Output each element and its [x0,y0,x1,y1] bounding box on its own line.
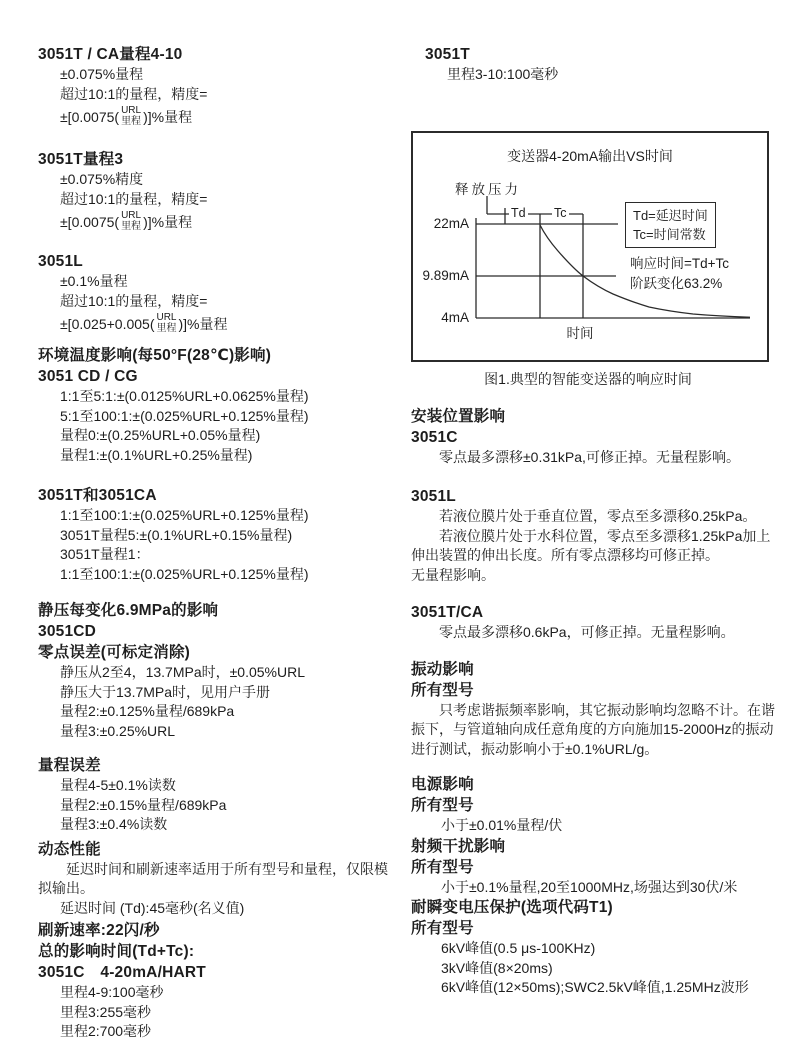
spec-line: 3051T量程1： [60,546,150,562]
spec-line: 里程3:255毫秒 [60,1003,152,1020]
body-paragraph: 若液位膜片处于水科位置，零点至多漂移1.25kPa加上伸出装置的伸出长度。所有零点漂移均可修正掉。 [411,527,771,563]
section-span-error [38,755,400,835]
section-3051t-range3 [38,149,400,235]
formula-prefix: ±[0.0075( [60,109,120,125]
spec-line: 5:1至100:1:±(0.025%URL+0.125%量程) [60,407,309,424]
spec-line: 1:1至5:1:±(0.0125%URL+0.0625%量程) [60,388,309,404]
section-power-supply-effect [411,774,783,836]
section-3051t-response [411,44,783,85]
spec-line: 小于±0.1%量程,20至1000MHz,场强达到30伏/米 [441,878,738,895]
section-heading: 刷新速率:22闪/秒 [38,922,160,939]
formula-suffix: )]%量程 [143,109,193,125]
section-mounting-position [411,406,783,468]
spec-line: 里程3-10:100毫秒 [447,66,559,82]
section-dynamic-performance [38,839,400,919]
spec-line: 量程1:±(0.1%URL+0.25%量程) [60,446,253,463]
section-3051t-ca-range4-10 [38,44,400,130]
formula-line [38,209,400,235]
section-heading: 电源影响 [411,776,474,793]
model-heading: 3051C 4-20mA/HART [38,964,206,981]
spec-line: 延迟时间 (Td):45毫秒(名义值) [60,899,245,916]
spec-line: ±0.075%量程 [60,66,144,82]
spec-line: 量程0:±(0.25%URL+0.05%量程) [60,427,261,443]
section-3051l-accuracy [38,251,400,337]
body-paragraph: 延迟时间和刷新速率适用于所有型号和量程，仅限模拟输出。 [38,860,388,896]
spec-line: 6kV峰值(0.5 μs-100KHz) [441,940,596,956]
section-heading: 3051T和3051CA [38,487,157,504]
section-static-pressure [38,600,400,741]
section-ambient-temperature [38,345,400,465]
formula-prefix: ±[0.0075( [60,214,120,230]
section-heading: 安装位置影响 [411,407,506,425]
fraction-numerator: URL [156,311,177,323]
spec-line: 3051T量程5:±(0.1%URL+0.15%量程) [60,526,293,543]
section-heading: 3051T / CA量程4-10 [38,46,183,63]
spec-line: ±0.075%精度 [60,171,144,187]
sub-heading: 零点误差(可标定消除) [38,644,191,661]
spec-line: 超过10:1的量程，精度= [60,85,208,102]
spec-line: 里程4-9:100毫秒 [60,984,164,1000]
section-3051t-and-3051ca [38,485,400,584]
spec-line: 超过10:1的量程，精度= [60,292,208,309]
release-pressure-label: 释放压力 [455,181,521,197]
sub-heading: 所有型号 [411,681,474,699]
y-tick-4ma: 4mA [441,309,469,325]
step-change-note: 阶跃变化63.2% [630,275,723,291]
y-tick-989ma: 9.89mA [422,267,469,283]
formula-line [38,311,400,337]
fraction-numerator: URL [121,209,142,221]
body-paragraph: 无量程影响。 [411,566,495,583]
legend-line-tc: Tc=时间常数 [633,226,706,242]
section-refresh-rate [38,920,400,1042]
model-heading: 3051C [411,428,458,446]
figure-title: 变送器4-20mA输出VS时间 [507,147,673,164]
section-heading: 量程误差 [38,757,101,774]
sub-heading: 所有型号 [411,797,474,814]
spec-line: ±0.1%量程 [60,273,128,289]
fraction [121,106,141,127]
section-heading: 静压每变化6.9MPa的影响 [38,602,219,619]
body-paragraph: 零点最多漂移±0.31kPa,可修正掉。无量程影响。 [439,448,740,465]
spec-line: 6kV峰值(12×50ms);SWC2.5kV峰值,1.25MHz波形 [441,979,749,995]
section-rfi-effect [411,836,783,898]
spec-line: 1:1至100:1:±(0.025%URL+0.125%量程) [60,565,309,582]
section-heading: 振动影响 [411,660,474,678]
fraction-denominator: 里程 [156,322,177,334]
y-tick-22ma: 22mA [433,215,469,231]
body-paragraph: 只考虑谐振频率影响，其它振动影响均忽略不计。在谐振下，与管道轴向成任意角度的方向施加15-2000Hz的振动进行测试，振动影响小于±0.1%URL/g。 [411,701,775,757]
section-heading: 3051T/CA [411,604,484,621]
fraction-denominator: 里程 [121,220,142,232]
sub-heading: 所有型号 [411,920,474,937]
section-3051l-mounting [411,486,783,585]
section-heading: 3051T量程3 [38,151,124,168]
model-heading: 3051 CD / CG [38,368,138,385]
figure-legend [625,202,716,248]
formula-suffix: )]%量程 [143,214,193,230]
section-3051t-ca-mounting [411,602,783,643]
spec-line: 量程3:±0.4%读数 [60,816,168,832]
spec-line: 静压从2至4，13.7MPa时，±0.05%URL [60,664,305,680]
section-heading: 3051L [38,253,83,270]
section-heading: 耐瞬变电压保护(选项代码T1) [411,899,613,916]
section-heading: 动态性能 [38,840,101,858]
response-time-figure [411,131,769,362]
spec-line: 量程3:±0.25%URL [60,722,176,739]
section-heading: 3051T [425,46,470,63]
section-transient-protection [411,897,783,998]
formula-suffix: )]%量程 [178,316,228,332]
fraction [121,211,141,232]
spec-line: 量程2:±0.125%量程/689kPa [60,703,235,719]
spec-line: 量程4-5±0.1%读数 [60,777,176,793]
response-time-note: 响应时间=Td+Tc [630,255,730,271]
model-heading: 3051CD [38,623,97,640]
spec-line: 量程2:±0.15%量程/689kPa [60,796,227,813]
left-column [38,44,400,1042]
formula-prefix: ±[0.025+0.005( [60,316,155,332]
section-heading: 3051L [411,488,456,505]
body-paragraph: 零点最多漂移0.6kPa，可修正掉。无量程影响。 [439,624,735,640]
tc-label: Tc [554,205,567,220]
x-axis-label: 时间 [566,325,594,341]
legend-line-td: Td=延迟时间 [633,207,708,223]
section-heading: 射频干扰影响 [411,837,506,855]
formula-line [38,104,400,130]
section-heading: 总的影响时间(Td+Tc): [38,943,195,960]
spec-line: 1:1至100:1:±(0.025%URL+0.125%量程) [60,507,309,523]
spec-line: 小于±0.01%量程/伏 [441,817,563,833]
spec-line: 静压大于13.7MPa时，见用户手册 [60,683,271,700]
spec-line: 3kV峰值(8×20ms) [441,959,553,976]
spec-line: 超过10:1的量程，精度= [60,190,208,207]
fraction-numerator: URL [121,104,142,116]
figure-caption: 图1.典型的智能变送器的响应时间 [484,370,692,387]
right-column [411,44,783,998]
section-heading: 环境温度影响(每50°F(28℃)影响) [38,347,272,364]
fraction-denominator: 里程 [121,115,142,127]
fraction [156,313,176,334]
td-label: Td [511,205,526,220]
body-paragraph: 若液位膜片处于垂直位置，零点至多漂移0.25kPa。 [439,508,757,524]
sub-heading: 所有型号 [411,858,474,876]
spec-line: 里程2:700毫秒 [60,1023,152,1039]
section-vibration-effect [411,659,783,760]
